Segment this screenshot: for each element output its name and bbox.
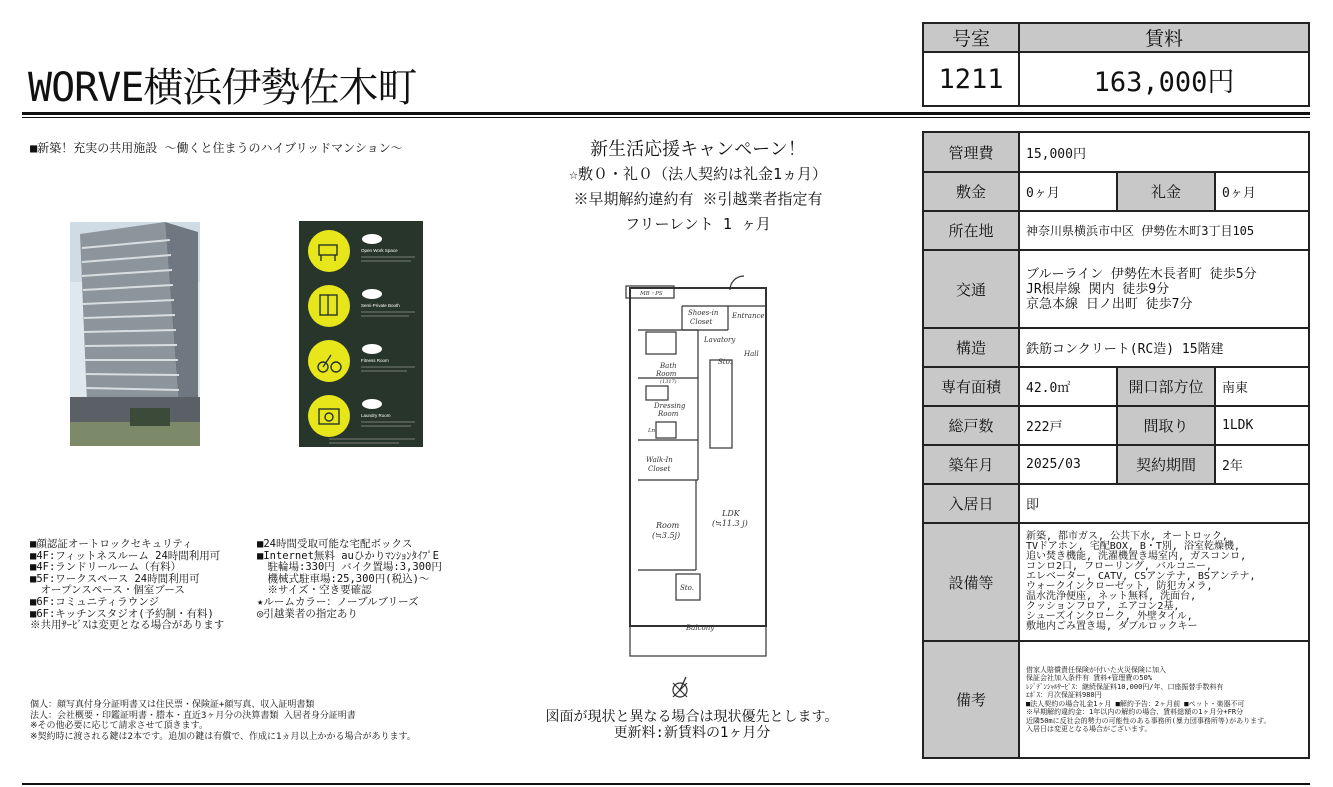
contract-value: 2年 xyxy=(1215,445,1309,484)
mgmt-value: 15,000円 xyxy=(1019,132,1309,172)
fp-dressing-room: Room xyxy=(658,410,679,418)
footer-rule xyxy=(22,783,1310,785)
units-value: 222戸 xyxy=(1019,406,1117,445)
key-money-label: 礼金 xyxy=(1117,172,1215,211)
fp-ln: Ln. xyxy=(648,428,657,434)
key-money-value: 0ヶ月 xyxy=(1215,172,1309,211)
fp-hall: Hall xyxy=(744,350,759,358)
fp-sto: Sto. xyxy=(718,358,732,366)
room-number: 1211 xyxy=(923,52,1019,106)
fp-entrance: Entrance xyxy=(732,312,765,320)
address-label: 所在地 xyxy=(923,211,1019,250)
equipment-label: 設備等 xyxy=(923,523,1019,641)
rent-value: 163,000円 xyxy=(1019,52,1309,106)
facility-booth: Semi-Private Booth xyxy=(361,303,400,308)
layout-label: 間取り xyxy=(1117,406,1215,445)
area-label: 専有面積 xyxy=(923,367,1019,406)
fp-ldk: LDK xyxy=(722,509,740,518)
campaign-line-3: フリーレント 1 ヶ月 xyxy=(625,215,771,233)
deposit-value: 0ヶ月 xyxy=(1019,172,1117,211)
layout-value: 1LDK xyxy=(1215,406,1309,445)
transport-value: ブルーライン 伊勢佐木長者町 徒歩5分 JR根岸線 関内 徒歩9分 京急本線 日ノ出町 徒歩7分 xyxy=(1019,250,1309,328)
area-value: 42.0㎡ xyxy=(1019,367,1117,406)
footer-note-line-2: 更新料:新賃料の1ヶ月分 xyxy=(613,725,771,741)
built-value: 2025/03 xyxy=(1019,445,1117,484)
deposit-label: 敷金 xyxy=(923,172,1019,211)
facility-open-work: Open Work Space xyxy=(361,248,398,253)
details-table xyxy=(922,131,1310,759)
rent-label: 賃料 xyxy=(1019,23,1309,52)
campaign-line-1: ☆敷０・礼０（法人契約は礼金1ヵ月） xyxy=(568,165,828,183)
subtitle: ■新築！充実の共用施設 〜働くと住まうのハイブリッドマンション〜 xyxy=(30,141,403,155)
features-right: ■24時間受取可能な宅配ボックス ■Internet無料 auひかりﾏﾝｼｮﾝﾀｲﾌﾟE 駐輪場:330円 バイク置場:3,300円 機械式駐車場:25,300円(税込)〜 ※サイズ・空き要確認 ★ルームカラー：ノーブルブリーズ ◎引越業者の指定あり xyxy=(257,538,442,620)
fp-ldk-size: (≒11.3 j) xyxy=(712,519,748,528)
header-rule-thin xyxy=(22,117,1310,118)
movein-label: 入居日 xyxy=(923,484,1019,523)
campaign-line-2: ※早期解約違約有 ※引越業者指定有 xyxy=(573,190,823,208)
fp-walkin: Walk-In xyxy=(646,456,673,464)
structure-label: 構造 xyxy=(923,328,1019,367)
fp-bath-size: (1317) xyxy=(660,379,677,385)
movein-value: 即 xyxy=(1019,484,1309,523)
direction-label: 開口部方位 xyxy=(1117,367,1215,406)
room-label: 号室 xyxy=(923,23,1019,52)
equipment-value: 新築, 都市ガス, 公共下水, オートロック, TVドアホン, 宅配BOX, B・T別, 浴室乾燥機, 追い焚き機能, 洗濯機置き場室内, ガスコンロ, コンロ2口, フローリング, バルコニー, エレベーター, CATV, CSアンテナ, BSアンテナ, ウォークインクローゼット, 防犯カメラ, 温水洗浄便座, ネット無料, 洗面台, クッションフロア, エアコン2基, シューズインクローク, 外壁タイル, 敷地内ごみ置き場, ダブルロックキー xyxy=(1019,523,1309,641)
fp-lavatory: Lavatory xyxy=(704,336,736,344)
fp-shoes: Shoes-in xyxy=(688,309,719,317)
facilities-brochure xyxy=(299,221,423,447)
footer-note xyxy=(522,709,862,741)
application-notes: 個人：顔写真付身分証明書又は住民票・保険証+顔写真、収入証明書類 法人：会社概要・印鑑証明書・謄本・直近3ヶ月分の決算書類 入居者身分証明書 ※その他必要に応じて請求させて頂きます。 ※契約時に渡される鍵は2本です。追加の鍵は有償で、作成に1ヵ月以上かかる場合があります。 xyxy=(30,700,416,742)
fp-balcony: Balcony xyxy=(686,624,715,632)
header-rule xyxy=(22,112,1310,115)
direction-value: 南東 xyxy=(1215,367,1309,406)
property-title: WORVE横浜伊勢佐木町 xyxy=(28,65,417,111)
fp-mbps: MB・PS xyxy=(640,291,663,297)
footer-note-line-1: 図面が現状と異なる場合は現状優先とします。 xyxy=(545,709,839,725)
features-left: ■顔認証オートロックセキュリティ ■4F:フィットネスルーム 24時間利用可 ■4F:ランドリールーム（有料） ■5F:ワークスペース 24時間利用可 オープンスペース・個室ブース ■6F:コミュニティラウンジ ■6F:キッチンスタジオ(予約制・有料) ※共用ｻｰﾋﾞｽは変更となる場合があります xyxy=(30,538,225,632)
facility-fitness: Fitness Room xyxy=(361,358,389,363)
fp-walkin-closet: Closet xyxy=(648,465,671,473)
building-photo xyxy=(70,222,200,446)
compass-icon xyxy=(668,675,692,701)
fp-sto2: Sto. xyxy=(680,584,694,592)
price-box xyxy=(922,22,1310,107)
remarks-label: 備考 xyxy=(923,641,1019,758)
campaign-title: 新生活応援キャンペーン！ xyxy=(590,139,806,160)
fp-closet: Closet xyxy=(690,318,713,326)
built-label: 築年月 xyxy=(923,445,1019,484)
fp-room: Room xyxy=(656,521,680,530)
fp-dressing: Dressing xyxy=(654,402,686,410)
contract-label: 契約期間 xyxy=(1117,445,1215,484)
structure-value: 鉄筋コンクリート(RC造) 15階建 xyxy=(1019,328,1309,367)
units-label: 総戸数 xyxy=(923,406,1019,445)
facility-laundry: Laundry Room xyxy=(361,413,391,418)
fp-room-size: (≒3.5j) xyxy=(652,531,681,540)
address-value: 神奈川県横浜市中区 伊勢佐木町3丁目105 xyxy=(1019,211,1309,250)
floor-plan xyxy=(618,270,778,660)
fp-bath-room: Room xyxy=(656,370,677,378)
fp-bath: Bath xyxy=(660,362,677,370)
transport-label: 交通 xyxy=(923,250,1019,328)
remarks-value: 借家人賠償責任保険が付いた火災保険に加入 保証会社加入条件有 賃料+管理費の50% ﾚｼﾞﾃﾞﾝｼｬﾙｻｰﾋﾞｽ：継続保証料10,000円/年、口座振替手数料有 ｴﾎﾟｽ：月次保証料980円 ■法人契約の場合礼金1ヶ月 ■解約予告：2ヶ月前 ■ペット・楽器不可 ※早期解約違約金：1年以内の解約の場合、賃料総額の1ヶ月分+FR分 近隣50mに反社会的勢力の可能性のある事務所(暴力団事務所等)があります。 入居日は変更となる場合がございます。 xyxy=(1019,641,1309,758)
mgmt-label: 管理費 xyxy=(923,132,1019,172)
